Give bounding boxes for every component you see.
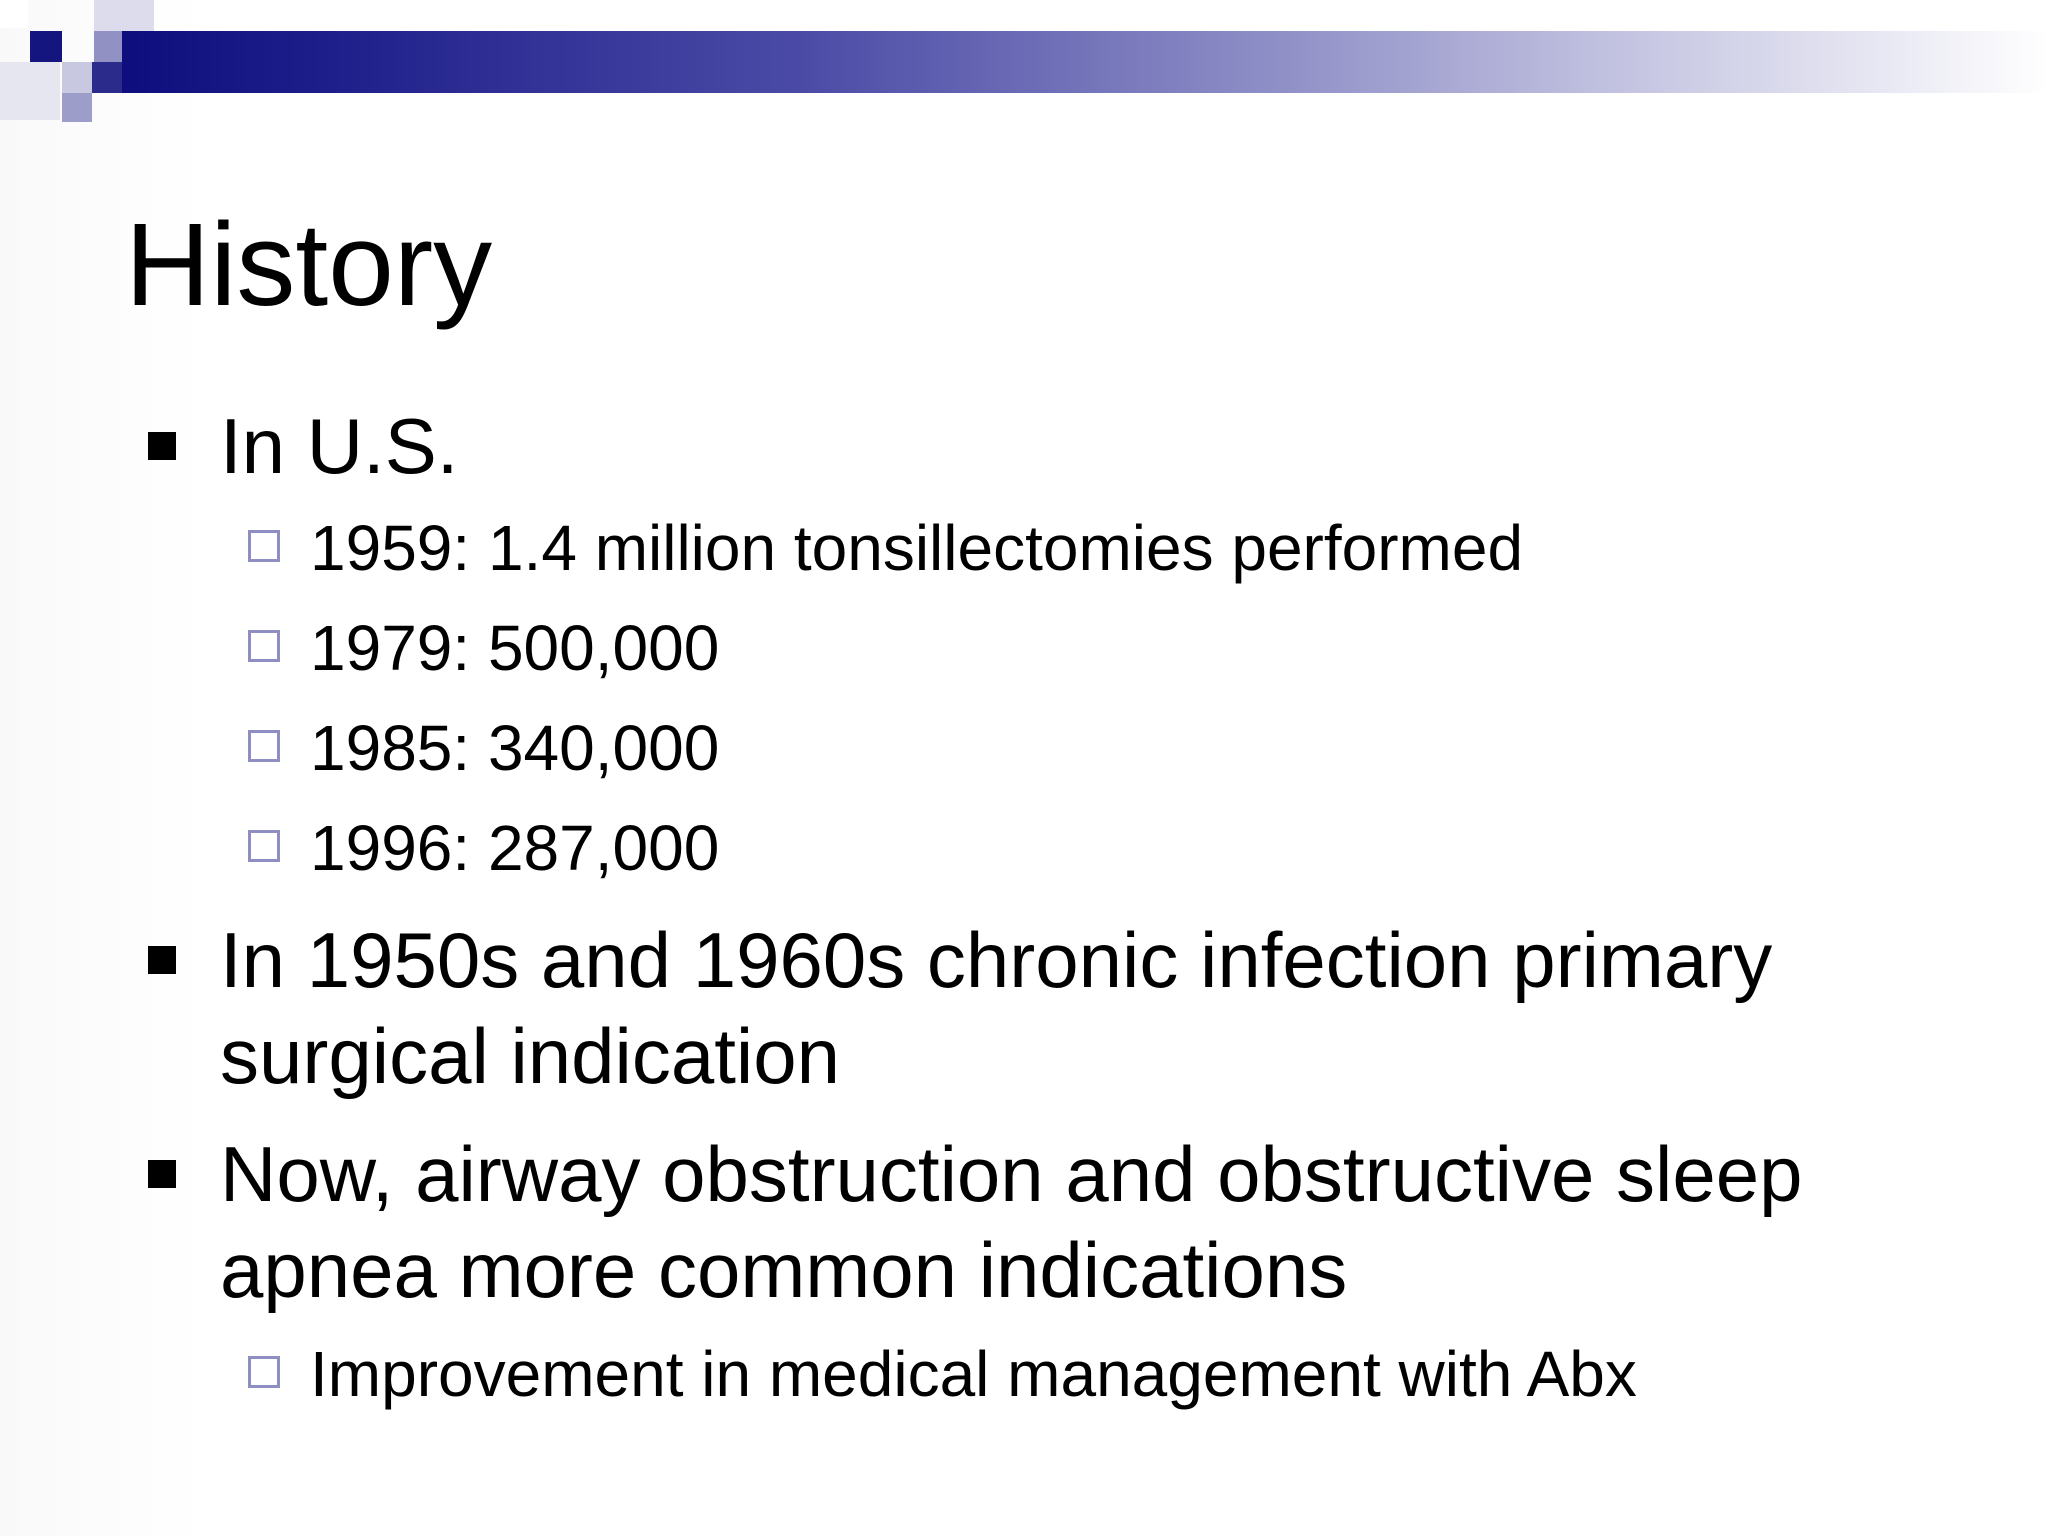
bullet-text: In U.S. bbox=[220, 402, 459, 490]
decor-square bbox=[62, 62, 94, 93]
hollow-square-bullet-icon bbox=[248, 830, 280, 862]
decor-square bbox=[0, 0, 28, 28]
decor-square bbox=[30, 31, 62, 62]
square-bullet-icon bbox=[148, 946, 176, 974]
decor-square bbox=[62, 93, 92, 122]
sub-bullet-text: 1985: 340,000 bbox=[310, 712, 720, 784]
square-bullet-icon bbox=[148, 1160, 176, 1188]
hollow-square-bullet-icon bbox=[248, 1356, 280, 1388]
bullet-item bbox=[220, 398, 1920, 494]
decor-square bbox=[92, 62, 122, 93]
decor-square bbox=[0, 62, 60, 120]
hollow-square-bullet-icon bbox=[248, 730, 280, 762]
sub-bullet-text: 1959: 1.4 million tonsillectomies performed bbox=[310, 512, 1524, 584]
bullet-item bbox=[220, 1126, 1920, 1318]
sub-bullet-item bbox=[310, 1334, 1637, 1414]
bullet-text: In 1950s and 1960s chronic infection primary surgical indication bbox=[220, 916, 1773, 1100]
bullet-item bbox=[220, 912, 1920, 1104]
sub-bullet-item bbox=[310, 508, 1523, 588]
hollow-square-bullet-icon bbox=[248, 530, 280, 562]
square-bullet-icon bbox=[148, 432, 176, 460]
bullet-text: Now, airway obstruction and obstructive sleep apnea more common indications bbox=[220, 1130, 1803, 1314]
hollow-square-bullet-icon bbox=[248, 630, 280, 662]
sub-bullet-item bbox=[310, 708, 719, 788]
sub-bullet-item bbox=[310, 808, 719, 888]
sub-bullet-text: 1996: 287,000 bbox=[310, 812, 720, 884]
decor-square bbox=[94, 31, 122, 62]
slide-title: History bbox=[125, 199, 493, 331]
decor-square bbox=[94, 0, 154, 31]
sub-bullet-text: Improvement in medical management with Abx bbox=[310, 1338, 1637, 1410]
sub-bullet-item bbox=[310, 608, 719, 688]
sub-bullet-text: 1979: 500,000 bbox=[310, 612, 720, 684]
header-gradient-bar bbox=[120, 31, 2048, 93]
